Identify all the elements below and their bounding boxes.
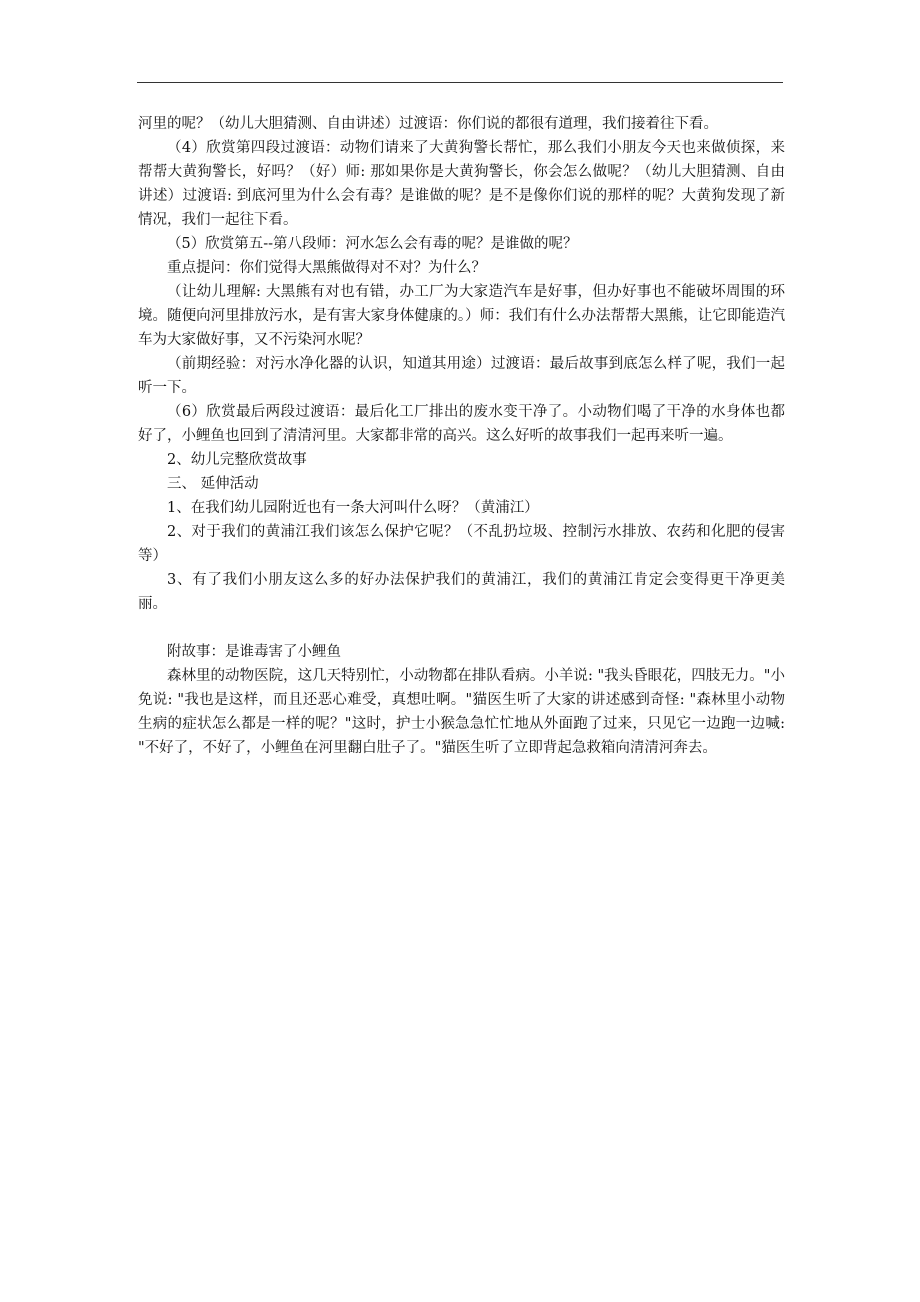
document-body [138,112,785,760]
story-paragraph: 森林里的动物医院，这几天特别忙，小动物都在排队看病。小羊说: "我头昏眼花，四肢无力。"小免说: "我也是这样，而且还恶心难受，真想吐啊。"猫医生听了大家的讲述感到奇怪: "森林里小动物生病的症状怎么都是一样的呢？"这时，护士小猴急急忙忙地从外面跑了过来，只见它一边跑一边喊: "不好了，不好了，小鲤鱼在河里翻白肚子了。"猫医生听了立即背起急救箱向清清河奔去。 [138,668,785,756]
paragraph-11: 2、对于我们的黄浦江我们该怎么保护它呢？（不乱扔垃圾、控制污水排放、农药和化肥的侵害等） [138,524,785,564]
story-title: 附故事：是谁毒害了小鲤鱼 [167,644,341,660]
paragraph-12: 3、有了我们小朋友这么多的好办法保护我们的黄浦江，我们的黄浦江肯定会变得更干净更美丽。 [138,572,785,612]
paragraph-10: 1、在我们幼儿园附近也有一条大河叫什么呀？（黄浦江） [167,500,539,516]
paragraph-1: 河里的呢？（幼儿大胆猜测、自由讲述）过渡语：你们说的都很有道理，我们接着往下看。 [138,116,718,132]
paragraph-2: （4）欣赏第四段过渡语：动物们请来了大黄狗警长帮忙，那么我们小朋友今天也来做侦探，来帮帮大黄狗警长，好吗？（好）师: 那如果你是大黄狗警长，你会怎么做呢？（幼儿大胆猜测、自由讲述）过渡语: 到底河里为什么会有毒？是谁做的呢？是不是像你们说的那样的呢？大黄狗发现了新情况，我们一起往下看。 [138,140,785,228]
paragraph-9: 三、 延伸活动 [167,476,259,492]
paragraph-6: （前期经验：对污水净化器的认识，知道其用途）过渡语：最后故事到底怎么样了呢，我们一起听一下。 [138,356,785,396]
paragraph-3: （5）欣赏第五--第八段师：河水怎么会有毒的呢？是谁做的呢？ [167,236,578,252]
paragraph-4: 重点提问：你们觉得大黑熊做得对不对？为什么？ [167,260,486,276]
paragraph-5: （让幼儿理解: 大黑熊有对也有错，办工厂为大家造汽车是好事，但办好事也不能破坏周围的环境。随便向河里排放污水，是有害大家身体健康的。）师：我们有什么办法帮帮大黑熊，让它即能造汽车为大家做好事，又不污染河水呢？ [138,284,785,348]
paragraph-8: 2、幼儿完整欣赏故事 [167,452,307,468]
header-rule [137,82,783,83]
paragraph-7: （6）欣赏最后两段过渡语：最后化工厂排出的废水变干净了。小动物们喝了干净的水身体也都好了，小鲤鱼也回到了清清河里。大家都非常的高兴。这么好听的故事我们一起再来听一遍。 [138,404,785,444]
